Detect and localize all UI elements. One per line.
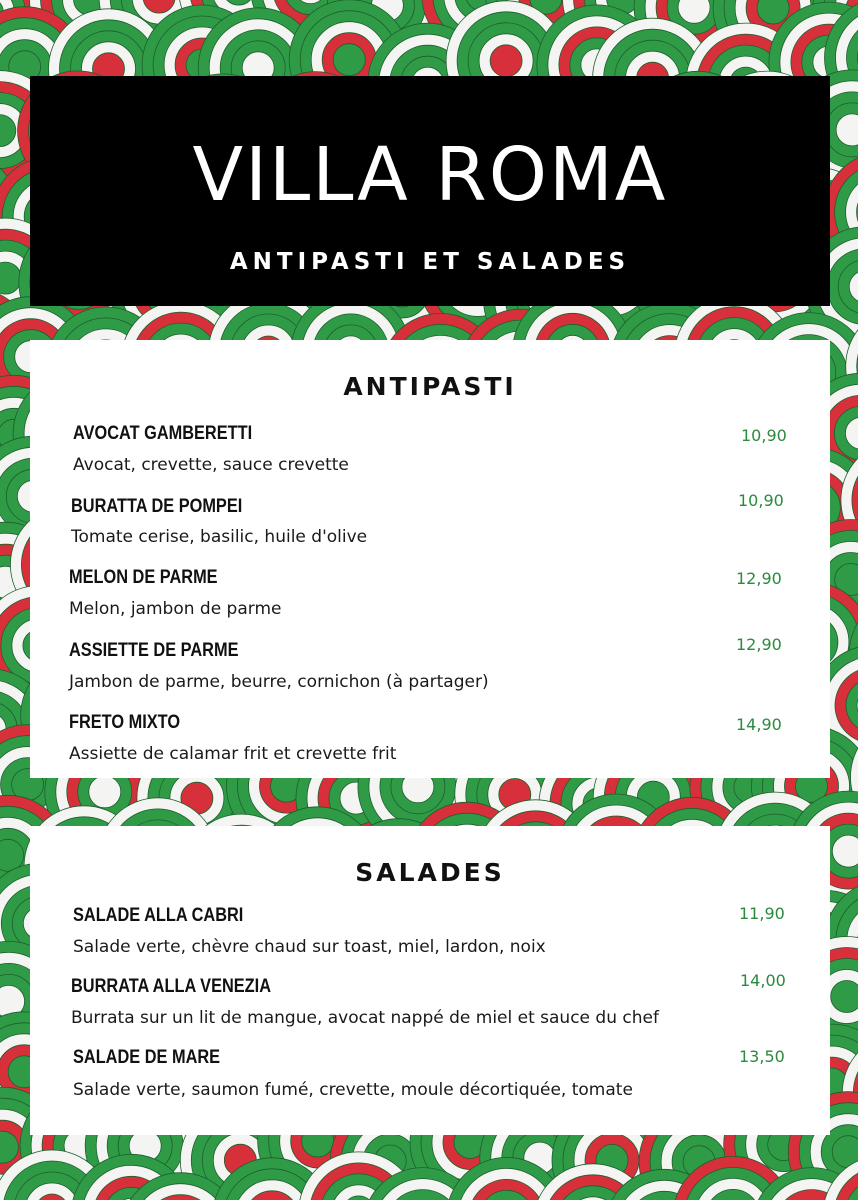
menu-item-price: 14,90 xyxy=(736,715,782,734)
menu-item-price: 13,50 xyxy=(739,1047,785,1066)
antipasti-heading: ANTIPASTI xyxy=(343,372,517,401)
menu-item-description: Salade verte, chèvre chaud sur toast, miel, lardon, noix xyxy=(73,937,546,957)
menu-item-price: 14,00 xyxy=(740,971,786,990)
menu-item-description: Avocat, crevette, sauce crevette xyxy=(73,455,349,475)
menu-item-price: 10,90 xyxy=(741,426,787,445)
antipasti-panel xyxy=(30,340,830,778)
menu-item-name: FRETO MIXTO xyxy=(69,712,181,733)
salades-panel xyxy=(30,826,830,1135)
menu-item-name: MELON DE PARME xyxy=(69,567,218,588)
menu-item-price: 11,90 xyxy=(739,904,785,923)
menu-item-name: BURRATA ALLA VENEZIA xyxy=(71,976,272,997)
menu-item-price: 12,90 xyxy=(736,569,782,588)
menu-subtitle: ANTIPASTI ET SALADES xyxy=(229,249,631,275)
menu-item-name: ASSIETTE DE PARME xyxy=(69,640,239,661)
menu-item-description: Melon, jambon de parme xyxy=(69,599,282,619)
menu-item-name: BURATTA DE POMPEI xyxy=(71,496,243,517)
menu-item-description: Tomate cerise, basilic, huile d'olive xyxy=(71,527,368,547)
header-banner xyxy=(30,76,830,306)
restaurant-title: VILLA ROMA xyxy=(192,132,668,218)
menu-item-description: Assiette de calamar frit et crevette frit xyxy=(69,744,397,764)
menu-item-description: Burrata sur un lit de mangue, avocat nappé de miel et sauce du chef xyxy=(71,1008,659,1028)
menu-item-name: SALADE ALLA CABRI xyxy=(73,905,244,926)
menu-item-description: Jambon de parme, beurre, cornichon (à partager) xyxy=(69,672,489,692)
menu-item-description: Salade verte, saumon fumé, crevette, moule décortiquée, tomate xyxy=(73,1080,633,1100)
menu-item-price: 10,90 xyxy=(738,491,784,510)
menu-item-name: AVOCAT GAMBERETTI xyxy=(73,423,253,444)
menu-item-price: 12,90 xyxy=(736,635,782,654)
salades-heading: SALADES xyxy=(355,858,505,887)
menu-item-name: SALADE DE MARE xyxy=(73,1047,221,1068)
